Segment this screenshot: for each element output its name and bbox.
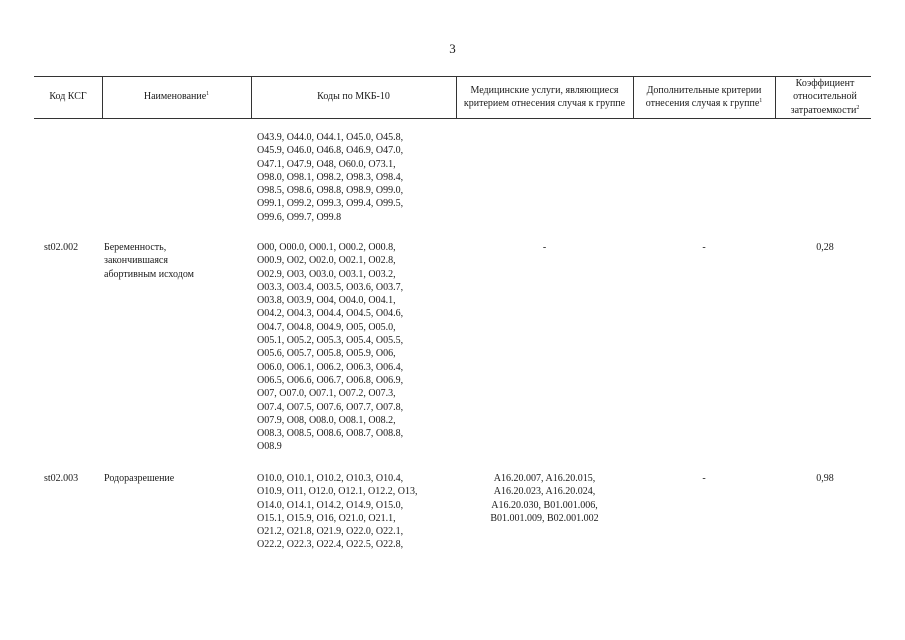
header-divider [633, 76, 634, 118]
row-services: - [542, 242, 547, 253]
header-name-footnote: 1 [206, 91, 210, 98]
header-extra-criteria-label [642, 84, 766, 111]
row-extra-criteria: - [702, 473, 706, 484]
row-code: st02.003 [44, 473, 79, 484]
page-number: 3 [449, 41, 456, 56]
header-name [102, 76, 251, 118]
row-coefficient: 0,28 [816, 242, 834, 253]
row-coefficient: 0,98 [816, 473, 834, 484]
header-extra-criteria [642, 76, 766, 118]
header-bottom-rule [34, 118, 871, 119]
header-icd [251, 76, 456, 118]
header-extra-criteria-footnote: 1 [759, 98, 763, 104]
row-extra-criteria: - [702, 242, 706, 253]
row-name: Родоразрешение [104, 473, 175, 484]
header-name-text: Наименование [143, 91, 207, 103]
row-icd-codes: O43.9, O44.0, O44.1, O45.0, O45.8, O45.9, O46.0, O46.8, O46.9, O47.0, O47.1, O47.9, O48, O60.0, O73.1, O98.0, O98.1, O98.2, O98.3, O98.4, O98.5, O98.6, O98.8, O98.9, O99.0, O99.1, O99.2, O99.3, O99.4, O99.5, O99.6, O99.7, O99.8 [257, 132, 404, 223]
header-coefficient-text: Коэффициент относительной затратоемкости [790, 78, 857, 116]
header-code-label: Код КСГ [49, 91, 87, 103]
header-divider [456, 76, 457, 118]
header-extra-criteria-text: Дополнительные критерии отнесения случая к группе [645, 84, 762, 109]
header-coefficient-footnote: 2 [856, 104, 860, 111]
header-coefficient-label [779, 77, 871, 117]
header-name-label [144, 90, 209, 103]
header-divider [775, 76, 776, 118]
header-coefficient [779, 76, 871, 118]
row-icd-codes: O10.0, O10.1, O10.2, O10.3, O10.4, O10.9, O11, O12.0, O12.1, O12.2, O13, O14.0, O14.1, O14.2, O14.9, O15.0, O15.1, O15.9, O16, O21.0, O21.1, O21.2, O21.8, O21.9, O22.0, O22.1, O22.2, O22.3, O22.4, O22.5, O22.8, [257, 473, 418, 551]
header-services-label: Медицинские услуги, являющиеся критерием отнесения случая к группе [463, 84, 626, 109]
row-icd-codes: O00, O00.0, O00.1, O00.2, O00.8, O00.9, O02, O02.0, O02.1, O02.8, O02.9, O03, O03.0, O03.1, O03.2, O03.3, O03.4, O03.5, O03.6, O03.7, O03.8, O03.9, O04, O04.0, O04.1, O04.2, O04.3, O04.4, O04.5, O04.6, O04.7, O04.8, O04.9, O05, O05.0, O05.1, O05.2, O05.3, O05.4, O05.5, O05.6, O05.7, O05.8, O05.9, O06, O06.0, O06.1, O06.2, O06.3, O06.4, O06.5, O06.6, O06.7, O06.8, O06.9, O07, O07.0, O07.1, O07.2, O07.3, O07.4, O07.5, O07.6, O07.7, O07.8, O07.9, O08, O08.0, O08.1, O08.2, O08.3, O08.5, O08.6, O08.7, O08.8, O08.9 [257, 242, 404, 453]
header-services [462, 76, 627, 118]
header-icd-label: Коды по МКБ-10 [317, 91, 390, 103]
row-name: Беременность, закончившаяся абортивным исходом [104, 242, 194, 280]
row-code: st02.002 [44, 242, 79, 253]
header-code [34, 76, 102, 118]
row-services: A16.20.007, A16.20.015, A16.20.023, A16.20.024, A16.20.030, B01.001.006, B01.001.009, B02.001.002 [490, 473, 599, 524]
